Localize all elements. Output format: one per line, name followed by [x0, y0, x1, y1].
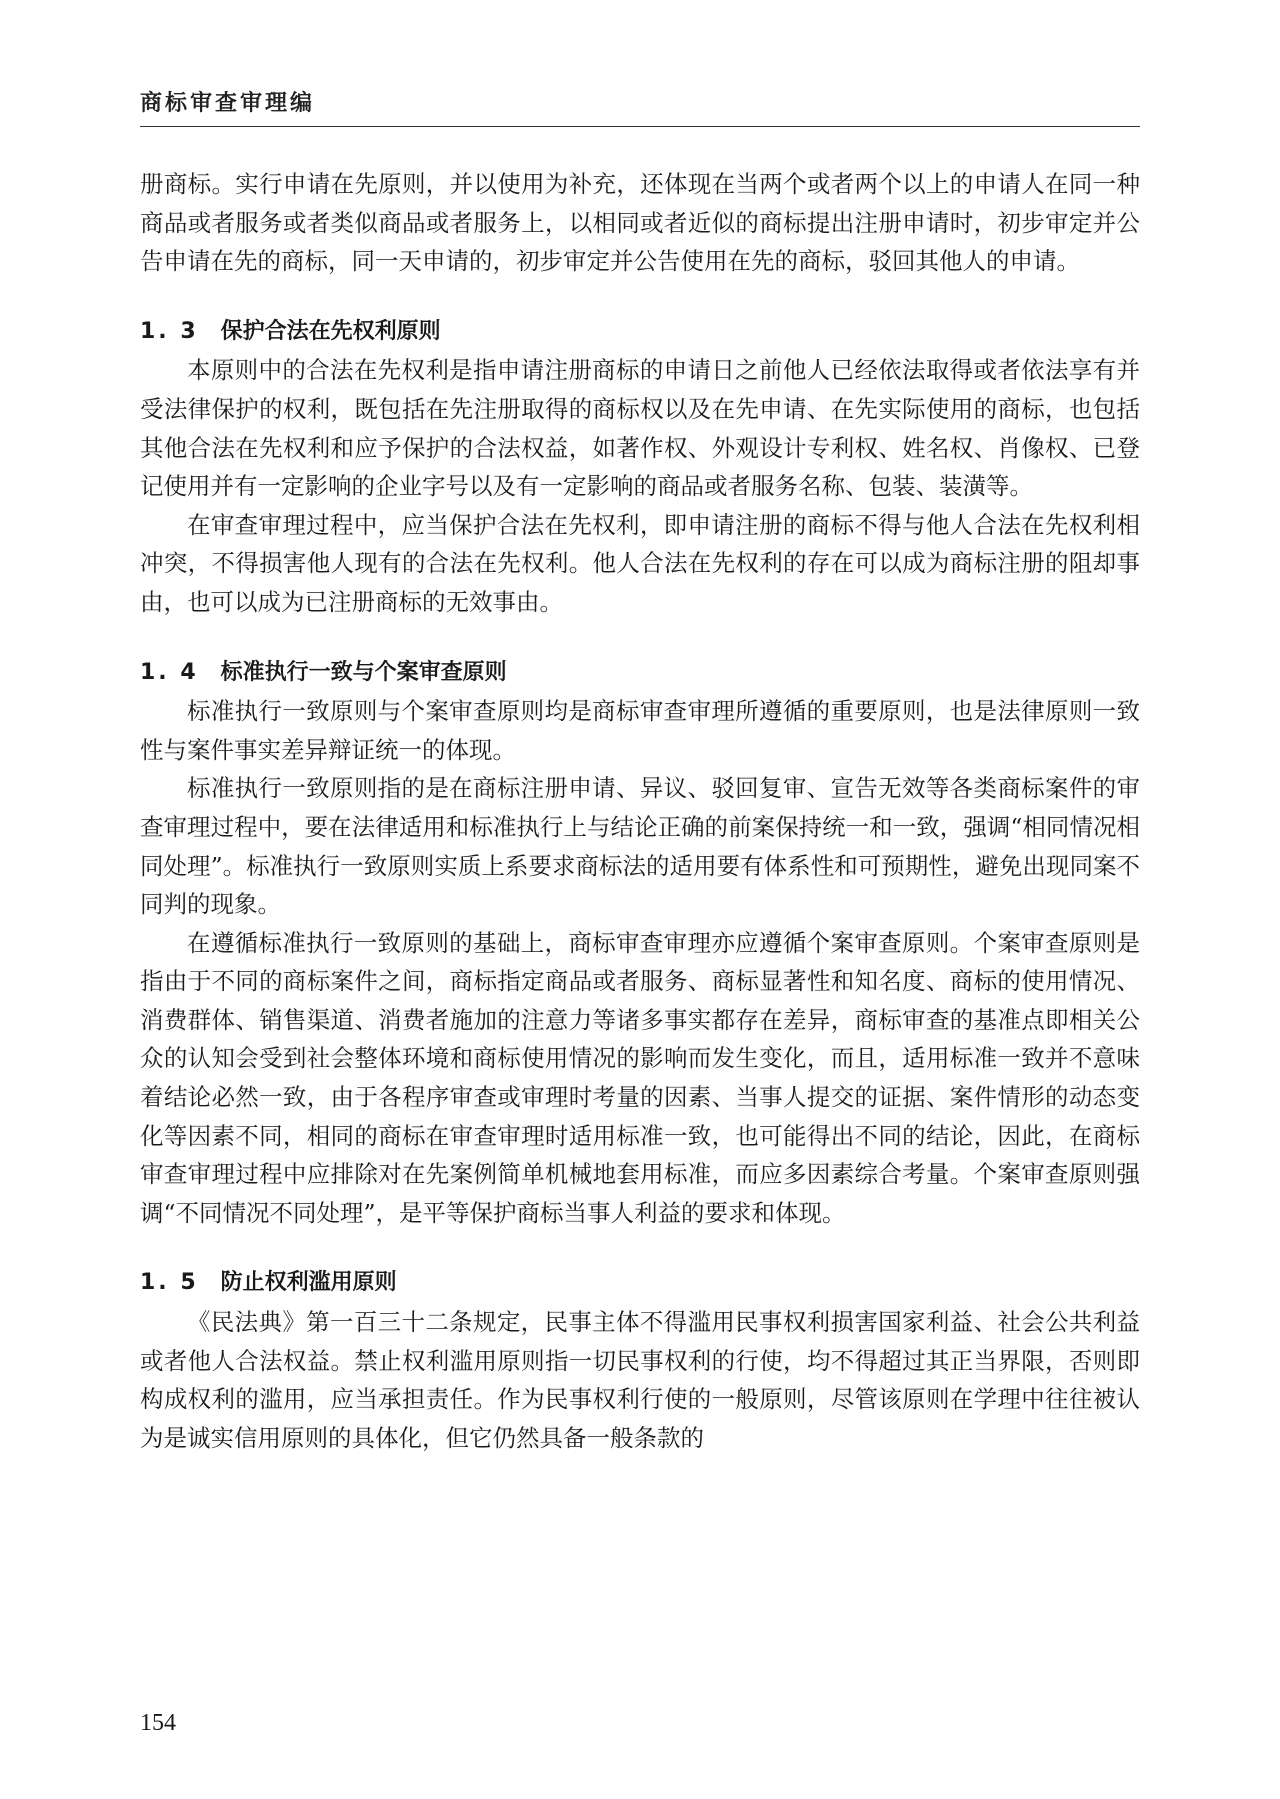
section-heading [140, 313, 1140, 352]
body-paragraph: 标准执行一致原则指的是在商标注册申请、异议、驳回复审、宣告无效等各类商标案件的审查审理过程中，要在法律适用和标准执行上与结论正确的前案保持统一和一致，强调“相同情况相同处理”。标准执行一致原则实质上系要求商标法的适用要有体系性和可预期性，避免出现同案不同判的现象。 [140, 774, 1140, 919]
section-title: 保护合法在先权利原则 [220, 318, 441, 344]
section-title: 标准执行一致与个案审查原则 [220, 659, 507, 685]
section-number: 1. 4 [140, 659, 199, 685]
section-gap [140, 622, 1140, 654]
section-gap [140, 1232, 1140, 1264]
body-paragraph: 《民法典》第一百三十二条规定，民事主体不得滥用民事权利损害国家利益、社会公共利益或者他人合法权益。禁止权利滥用原则指一切民事权利的行使，均不得超过其正当界限，否则即构成权利的滥用，应当承担责任。作为民事权利行使的一般原则，尽管该原则在学理中往往被认为是诚实信用原则的具体化，但它仍然具备一般条款的 [140, 1308, 1140, 1452]
section-heading [140, 654, 1140, 693]
section-1-5 [140, 1264, 1140, 1457]
page-body [140, 165, 1140, 1457]
section-number: 1. 3 [140, 318, 199, 344]
section-title: 防止权利滥用原则 [220, 1270, 397, 1296]
header-rule [140, 126, 1140, 127]
body-paragraph: 标准执行一致原则与个案审查原则均是商标审查审理所遵循的重要原则，也是法律原则一致性与案件事实差异辩证统一的体现。 [140, 697, 1140, 764]
continuation-paragraph: 册商标。实行申请在先原则，并以使用为补充，还体现在当两个或者两个以上的申请人在同一种商品或者服务或者类似商品或者服务上，以相同或者近似的商标提出注册申请时，初步审定并公告申请在先的商标，同一天申请的，初步审定并公告使用在先的商标，驳回其他人的申请。 [140, 170, 1140, 276]
running-title: 商标审查审理编 [140, 91, 316, 116]
section-heading [140, 1264, 1140, 1303]
section-gap [140, 281, 1140, 313]
page-number: 154 [140, 1710, 176, 1736]
section-1-3 [140, 313, 1140, 622]
body-paragraph: 在审查审理过程中，应当保护合法在先权利，即申请注册的商标不得与他人合法在先权利相冲突，不得损害他人现有的合法在先权利。他人合法在先权利的存在可以成为商标注册的阻却事由，也可以成为已注册商标的无效事由。 [140, 510, 1140, 616]
section-1-4 [140, 654, 1140, 1233]
body-paragraph: 在遵循标准执行一致原则的基础上，商标审查审理亦应遵循个案审查原则。个案审查原则是指由于不同的商标案件之间，商标指定商品或者服务、商标显著性和知名度、商标的使用情况、消费群体、销售渠道、消费者施加的注意力等诸多事实都存在差异，商标审查的基准点即相关公众的认知会受到社会整体环境和商标使用情况的影响而发生变化，而且，适用标准一致并不意味着结论必然一致，由于各程序审查或审理时考量的因素、当事人提交的证据、案件情形的动态变化等因素不同，相同的商标在审查审理时适用标准一致，也可能得出不同的结论，因此，在商标审查审理过程中应排除对在先案例简单机械地套用标准，而应多因素综合考量。个案审查原则强调“不同情况不同处理”，是平等保护商标当事人利益的要求和体现。 [140, 928, 1140, 1227]
section-number: 1. 5 [140, 1270, 199, 1296]
body-paragraph: 本原则中的合法在先权利是指申请注册商标的申请日之前他人已经依法取得或者依法享有并受法律保护的权利，既包括在先注册取得的商标权以及在先申请、在先实际使用的商标，也包括其他合法在先权利和应予保护的合法权益，如著作权、外观设计专利权、姓名权、肖像权、已登记使用并有一定影响的企业字号以及有一定影响的商品或者服务名称、包装、装潢等。 [140, 356, 1140, 501]
